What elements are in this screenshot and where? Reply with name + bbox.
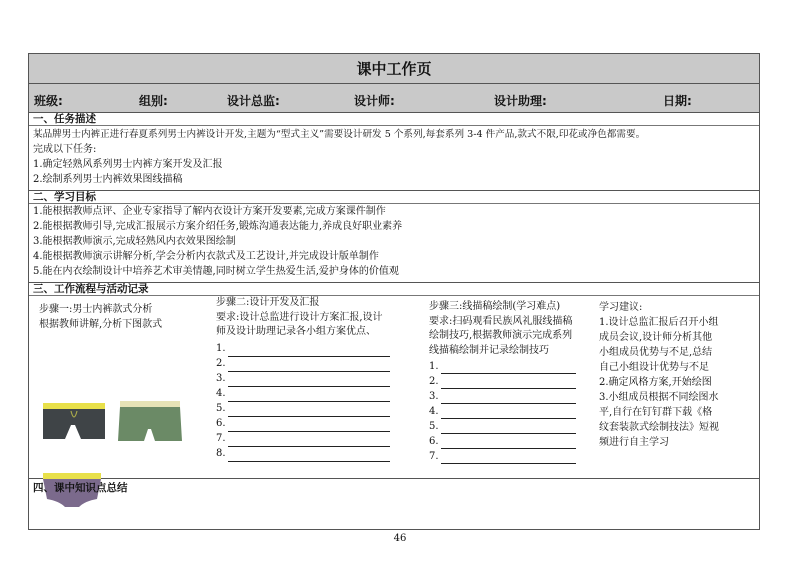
record-line[interactable]: 8.: [216, 447, 416, 462]
page-number: 46: [393, 533, 407, 544]
goal-item: 3.能根据教师演示,完成轻熟风内衣效果图绘制: [33, 236, 236, 247]
waistband: [120, 401, 180, 407]
dark-boxer-brief-image: [41, 401, 107, 443]
blank-line[interactable]: [228, 450, 390, 462]
record-line[interactable]: 3.: [429, 389, 594, 404]
task-line: 完成以下任务:: [33, 144, 97, 155]
advice-line: 1.设计总监汇报后召开小组: [599, 317, 719, 328]
section-heading: 二、学习目标: [29, 191, 759, 204]
record-line[interactable]: 4.: [429, 404, 594, 419]
blank-line[interactable]: [441, 362, 576, 374]
blank-line[interactable]: [441, 392, 576, 404]
designer-label: 设计师:: [354, 94, 395, 108]
info-bar: [29, 84, 759, 113]
waistband: [43, 403, 105, 409]
task-line: 2.绘制系列男士内裤效果图线描稿: [33, 174, 183, 185]
advice-line: 小组成员优势与不足,总结: [599, 347, 713, 358]
advice-line: 频进行自主学习: [599, 437, 669, 448]
date-label: 日期:: [663, 94, 692, 108]
record-line[interactable]: 7.: [216, 432, 416, 447]
green-boxer-image: [117, 399, 183, 445]
section-heading: 三、工作流程与活动记录: [29, 283, 759, 296]
step3-text: 绘制技巧,根据教师演示完成系列: [429, 330, 573, 341]
blank-line[interactable]: [228, 375, 390, 387]
blank-line[interactable]: [441, 377, 576, 389]
record-line[interactable]: 2.: [216, 357, 416, 372]
group-label: 组别:: [139, 94, 168, 108]
record-line[interactable]: 3.: [216, 372, 416, 387]
step2-title: 步骤二:设计开发及汇报: [216, 297, 320, 308]
step3-text: 线描稿绘制并记录绘制技巧: [429, 344, 549, 356]
blank-line[interactable]: [441, 407, 576, 419]
record-line[interactable]: 7.: [429, 449, 594, 464]
advice-title: 学习建议:: [599, 302, 643, 313]
section-learning-goals: [29, 191, 759, 283]
advice-line: 纹套装款式绘制技法》短视: [599, 422, 719, 433]
blank-line[interactable]: [228, 435, 390, 447]
advice-line: 自己小组设计优势与不足: [599, 362, 709, 373]
design-director-label: 设计总监:: [227, 94, 280, 108]
record-line[interactable]: 1.: [429, 359, 594, 374]
record-line[interactable]: 1.: [216, 342, 416, 357]
blank-line[interactable]: [228, 360, 390, 372]
design-assistant-label: 设计助理:: [494, 94, 547, 108]
step1-text: 根据教师讲解,分析下图款式: [39, 318, 163, 330]
goal-item: 1.能根据教师点评、企业专家指导了解内衣设计方案开发要素,完成方案课件制作: [33, 206, 386, 217]
study-advice-column: [599, 300, 729, 450]
step3-column: [429, 300, 594, 464]
advice-line: 3.小组成员根据不同绘图水: [599, 392, 719, 403]
blank-line[interactable]: [228, 405, 390, 417]
page-title: 课中工作页: [29, 54, 759, 84]
step3-text: 要求:扫码观看民族风礼服线描稿: [429, 315, 573, 327]
advice-line: 平,自行在钉钉群下载《格: [599, 407, 713, 418]
blank-line[interactable]: [441, 452, 576, 464]
section-workflow: [29, 283, 759, 479]
record-line[interactable]: 5.: [429, 419, 594, 434]
worksheet: [28, 53, 760, 530]
section-heading: 一、任务描述: [29, 113, 759, 126]
blank-line[interactable]: [228, 390, 390, 402]
advice-line: 2.确定风格方案,开始绘图: [599, 377, 712, 388]
blank-line[interactable]: [228, 345, 390, 357]
record-line[interactable]: 4.: [216, 387, 416, 402]
step2-text: 要求:设计总监进行设计方案汇报,设计: [216, 311, 383, 323]
goal-item: 2.能根据教师引导,完成汇报展示方案介绍任务,锻炼沟通表达能力,养成良好职业素养: [33, 221, 403, 232]
section-heading: 四、课中知识点总结: [33, 482, 128, 494]
record-line[interactable]: 5.: [216, 402, 416, 417]
step1-title: 步骤一:男士内裤款式分析: [39, 304, 153, 315]
goal-item: 5.能在内衣绘制设计中培养艺术审美情趣,同时树立学生热爱生活,爱护身体的价值观: [33, 266, 399, 277]
record-line[interactable]: 6.: [429, 434, 594, 449]
blank-line[interactable]: [228, 420, 390, 432]
step3-title: 步骤三:线描稿绘制(学习难点): [429, 301, 561, 312]
step1-column: [39, 303, 214, 332]
section-knowledge-summary: [29, 479, 759, 529]
section-task-description: [29, 113, 759, 191]
record-line[interactable]: 6.: [216, 417, 416, 432]
boxer-body: [118, 407, 182, 441]
class-label: 班级:: [34, 94, 63, 108]
goal-item: 4.能根据教师演示讲解分析,学会分析内衣款式及工艺设计,并完成设计版单制作: [33, 251, 379, 262]
step2-column: [216, 296, 416, 462]
step2-text: 师及设计助理记录各小组方案优点、: [216, 326, 376, 337]
blank-line[interactable]: [441, 422, 576, 434]
blank-line[interactable]: [441, 437, 576, 449]
boxer-body: [43, 409, 105, 439]
task-intro: 某品牌男士内裤正进行春夏系列男士内裤设计开发,主题为“型式主义”需要设计研发 5 个系列,每套系列 3-4 件产品,款式不限,印花或净色都需要。: [33, 129, 646, 140]
task-line: 1.确定轻熟风系列男士内裤方案开发及汇报: [33, 159, 223, 170]
record-line[interactable]: 2.: [429, 374, 594, 389]
advice-line: 成员会议,设计师分析其他: [599, 332, 713, 343]
